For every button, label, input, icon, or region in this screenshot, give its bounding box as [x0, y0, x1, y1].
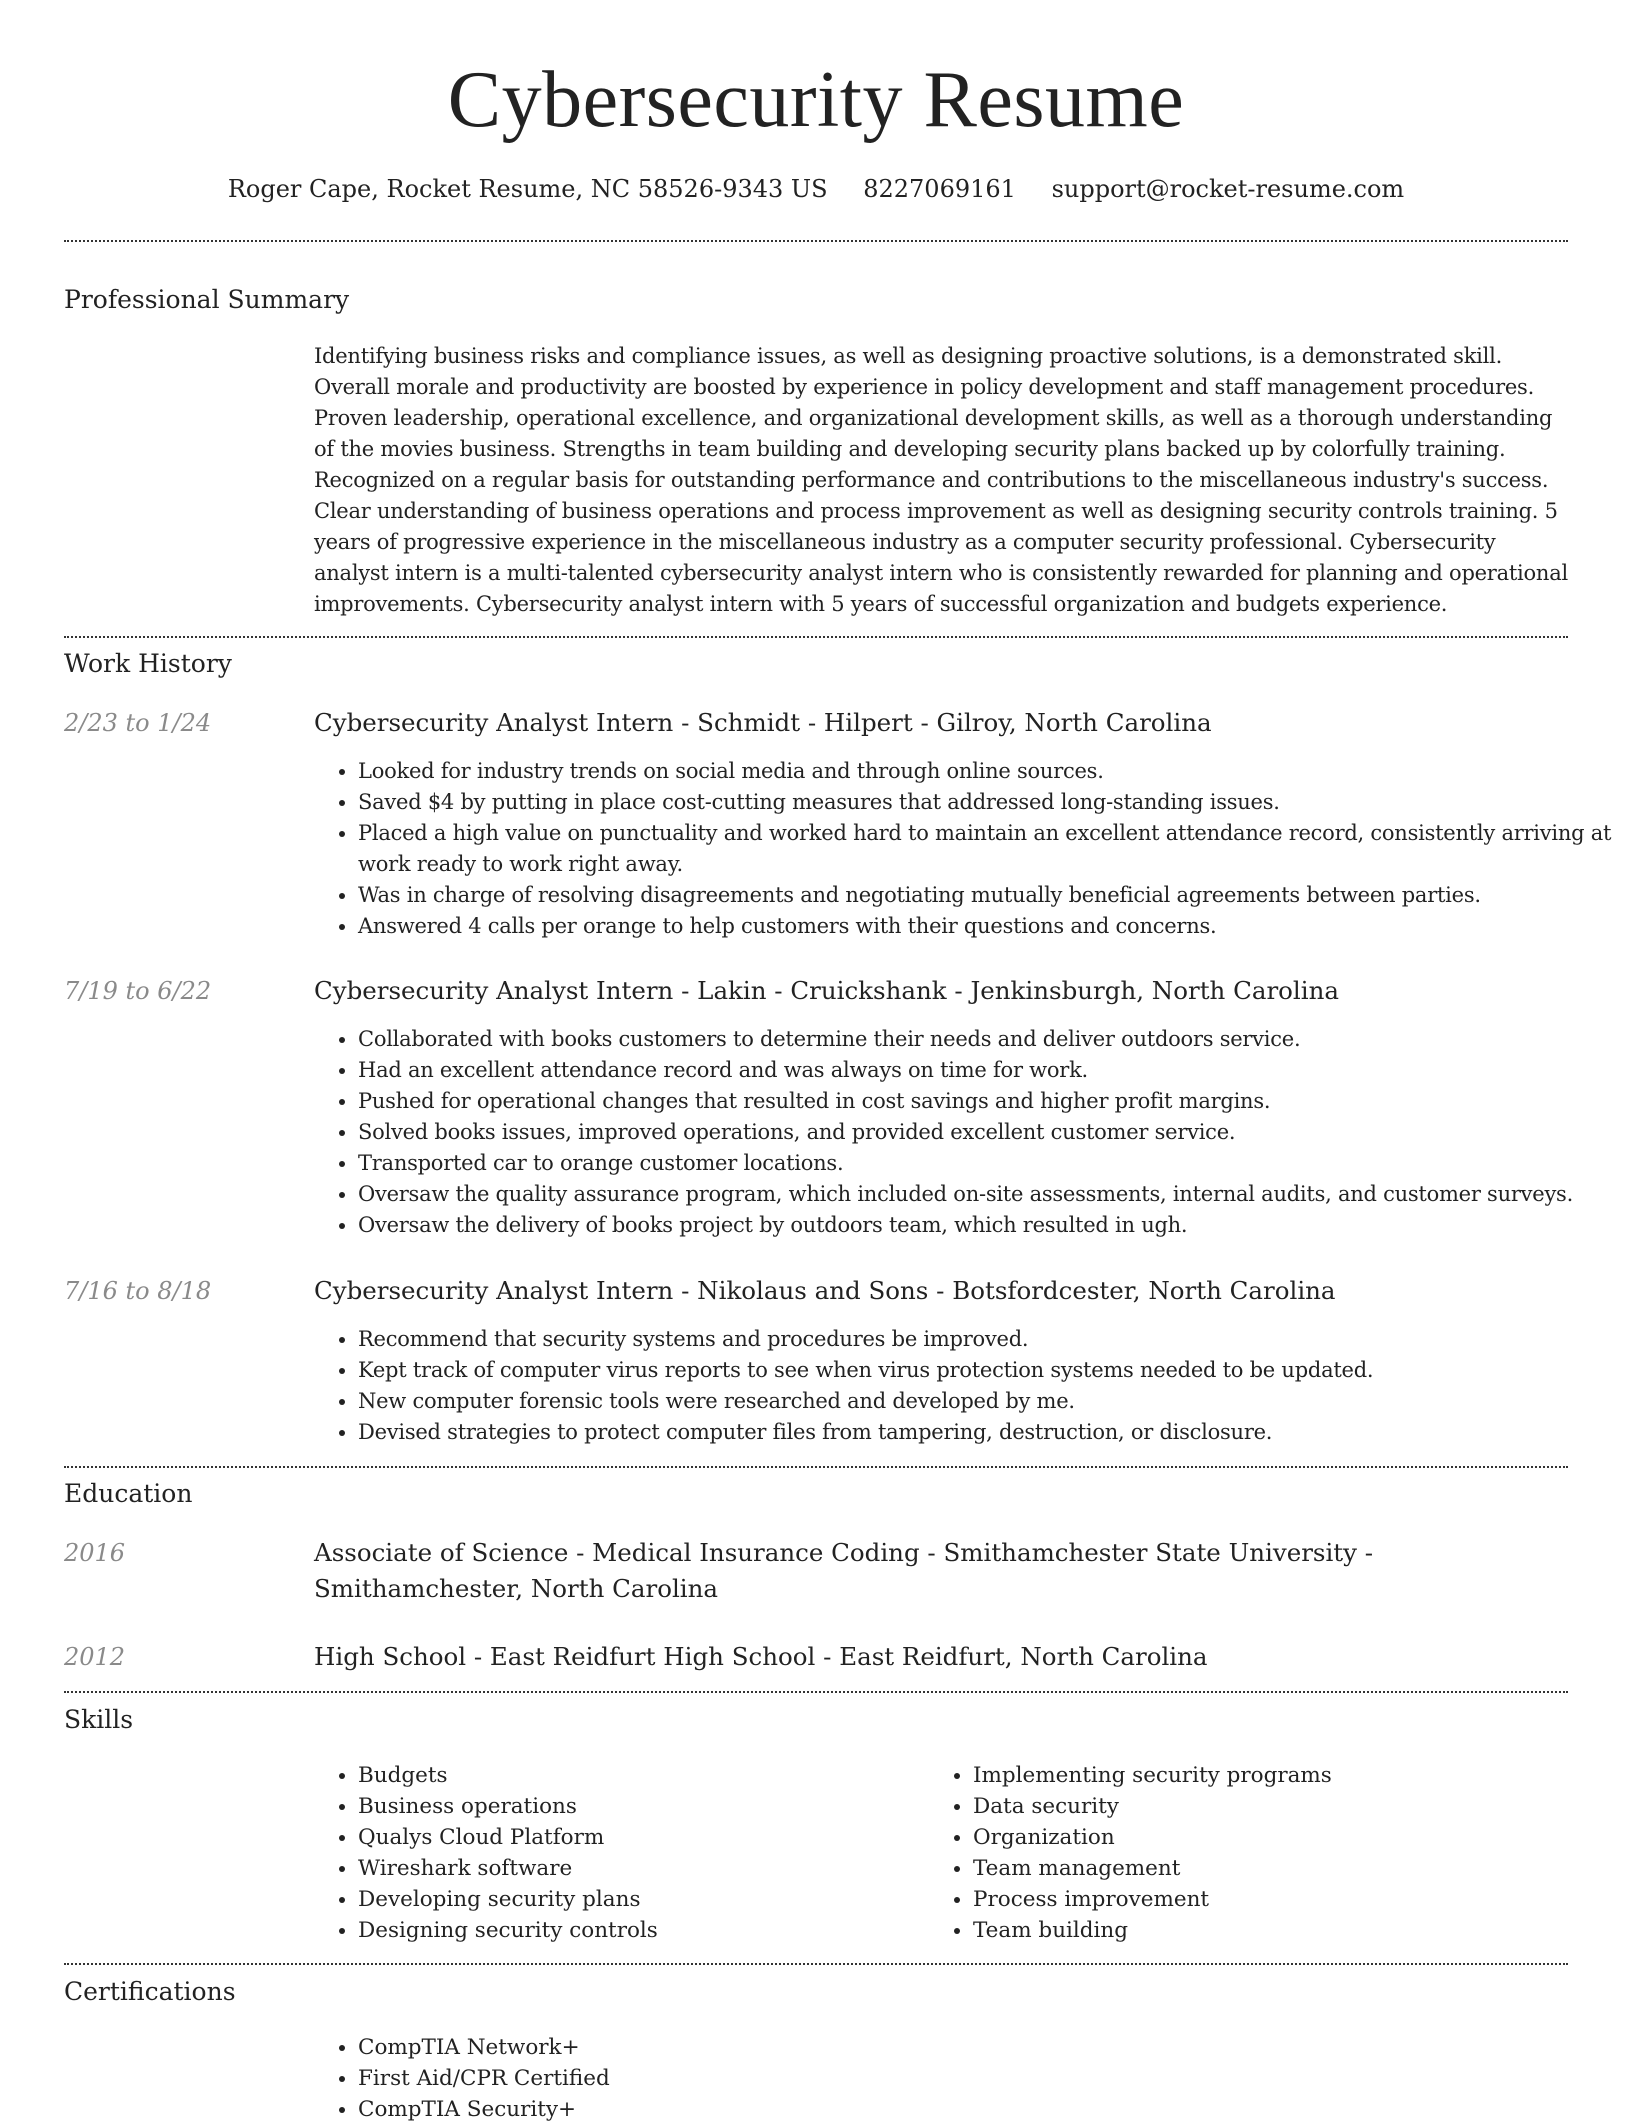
list-item: • Kept track of computer virus reports to see when virus protection systems needed to be updated.	[358, 1355, 1612, 1386]
education-title: High School - East Reidfurt High School - East Reidfurt, North Carolina	[314, 1642, 1208, 1671]
list-item: • Implementing security programs	[973, 1760, 1332, 1791]
contact-phone: 8227069161	[863, 175, 1016, 203]
list-item: • Was in charge of resolving disagreements and negotiating mutually beneficial agreements between parties.	[358, 880, 1612, 911]
list-item: • Transported car to orange customer locations.	[358, 1148, 1612, 1179]
list-item: • First Aid/CPR Certified	[358, 2063, 610, 2094]
job-bullets	[314, 1024, 1612, 1241]
list-item: • Business operations	[358, 1791, 658, 1822]
list-item: • Recommend that security systems and procedures be improved.	[358, 1324, 1612, 1355]
list-item: • Team management	[973, 1853, 1332, 1884]
list-item: • Answered 4 calls per orange to help customers with their questions and concerns.	[358, 911, 1612, 942]
skills-list-left	[314, 1760, 658, 1946]
list-item: • Pushed for operational changes that resulted in cost savings and higher profit margins.	[358, 1086, 1612, 1117]
education-year: 2016	[64, 1539, 126, 1567]
job-dates: 2/23 to 1/24	[64, 709, 212, 737]
education-year: 2012	[64, 1643, 126, 1671]
job-title: Cybersecurity Analyst Intern - Schmidt - Hilpert - Gilroy, North Carolina	[314, 708, 1212, 737]
list-item: • Data security	[973, 1791, 1332, 1822]
summary-text: Identifying business risks and compliance issues, as well as designing proactive solutions, is a demonstrated skill. Overall morale and productivity are boosted by experience in policy development and staff management procedures. Proven leadership, operational excellence, and organizational development skills, as well as a thorough understanding of the movies business. Strengths in team building and developing security plans backed up by colorfully training. Recognized on a regular basis for outstanding performance and contributions to the miscellaneous industry's success. Clear understanding of business operations and process improvement as well as designing security controls training. 5 years of progressive experience in the miscellaneous industry as a computer security professional. Cybersecurity analyst intern is a multi-talented cybersecurity analyst intern who is consistently rewarded for planning and operational improvements. Cybersecurity analyst intern with 5 years of successful organization and budgets experience.	[314, 344, 1568, 616]
list-item: • CompTIA Network+	[358, 2032, 610, 2063]
work-history-heading: Work History	[64, 649, 232, 678]
list-item: • Had an excellent attendance record and was always on time for work.	[358, 1055, 1612, 1086]
certifications-list	[314, 2032, 610, 2125]
resume-title: Cybersecurity Resume	[447, 56, 1185, 144]
section-divider	[64, 1691, 1568, 1693]
skills-list-right	[929, 1760, 1332, 1946]
contact-email: support@rocket-resume.com	[1051, 175, 1405, 203]
list-item: • Organization	[973, 1822, 1332, 1853]
list-item: • New computer forensic tools were researched and developed by me.	[358, 1386, 1612, 1417]
section-divider	[64, 1963, 1568, 1965]
list-item: • Oversaw the delivery of books project by outdoors team, which resulted in ugh.	[358, 1210, 1612, 1241]
contact-address: Roger Cape, Rocket Resume, NC 58526-9343 US	[227, 175, 828, 203]
section-divider	[64, 636, 1568, 638]
list-item: • Oversaw the quality assurance program, which included on-site assessments, internal audits, and customer surveys.	[358, 1179, 1612, 1210]
list-item: • Placed a high value on punctuality and worked hard to maintain an excellent attendance record, consistently arriving at work ready to work right away.	[358, 818, 1612, 880]
section-divider	[64, 1466, 1568, 1468]
list-item: • Team building	[973, 1915, 1332, 1946]
list-item: • Wireshark software	[358, 1853, 658, 1884]
job-title: Cybersecurity Analyst Intern - Nikolaus and Sons - Botsfordcester, North Carolina	[314, 1276, 1336, 1305]
certifications-heading: Certifications	[64, 1977, 236, 2006]
list-item: • CompTIA Security+	[358, 2094, 610, 2125]
list-item: • Looked for industry trends on social media and through online sources.	[358, 756, 1612, 787]
summary-heading: Professional Summary	[64, 285, 350, 314]
job-bullets	[314, 1324, 1612, 1448]
list-item: • Developing security plans	[358, 1884, 658, 1915]
list-item: • Solved books issues, improved operations, and provided excellent customer service.	[358, 1117, 1612, 1148]
section-divider	[64, 240, 1568, 242]
list-item: • Process improvement	[973, 1884, 1332, 1915]
list-item: • Collaborated with books customers to determine their needs and deliver outdoors service.	[358, 1024, 1612, 1055]
list-item: • Budgets	[358, 1760, 658, 1791]
list-item: • Saved $4 by putting in place cost-cutting measures that addressed long-standing issues.	[358, 787, 1612, 818]
contact-line	[0, 171, 1632, 207]
job-bullets	[314, 756, 1612, 942]
list-item: • Devised strategies to protect computer files from tampering, destruction, or disclosure.	[358, 1417, 1612, 1448]
list-item: • Qualys Cloud Platform	[358, 1822, 658, 1853]
job-title: Cybersecurity Analyst Intern - Lakin - Cruickshank - Jenkinsburgh, North Carolina	[314, 976, 1339, 1005]
skills-heading: Skills	[64, 1705, 134, 1734]
education-title: Associate of Science - Medical Insurance Coding - Smithamchester State University - Smithamchester, North Carolina	[314, 1538, 1374, 1603]
job-dates: 7/19 to 6/22	[64, 977, 212, 1005]
list-item: • Designing security controls	[358, 1915, 658, 1946]
job-dates: 7/16 to 8/18	[64, 1277, 212, 1305]
education-heading: Education	[64, 1479, 193, 1508]
